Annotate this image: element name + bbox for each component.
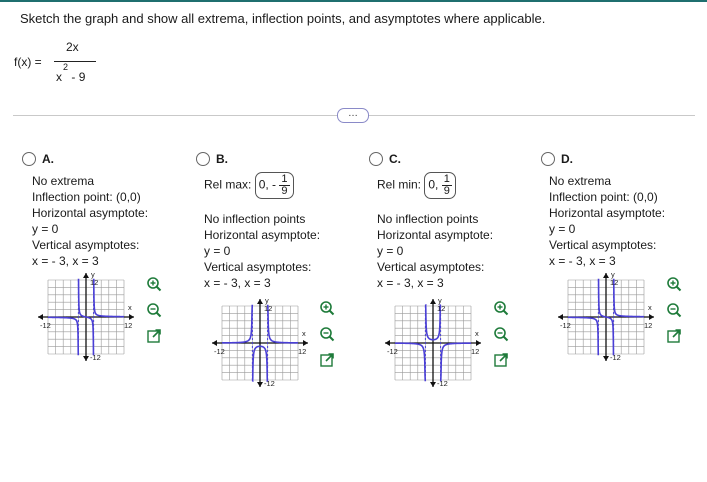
extremum-label: Rel min: (377, 177, 422, 192)
extremum-point (424, 172, 455, 199)
tick-label-bottom: -12 (610, 353, 621, 362)
zoom-out-icon[interactable] (493, 326, 509, 342)
option-line: Inflection point: (0,0) (32, 190, 141, 204)
graph-a[interactable] (36, 272, 136, 362)
option-b-header[interactable] (196, 152, 228, 166)
x-axis-arrow (385, 340, 390, 346)
tick-label-right: 12 (124, 321, 133, 330)
option-line: No inflection points (204, 212, 306, 226)
tick-label-top: 12 (610, 278, 619, 287)
extremum-label: Rel max: (204, 177, 252, 192)
extremum-sign: - (272, 177, 277, 192)
extremum-denominator: 9 (443, 185, 450, 197)
expand-icon[interactable] (493, 352, 509, 368)
graph-d[interactable] (556, 272, 656, 362)
fraction-bar (54, 61, 96, 62)
tick-label-left: -12 (40, 321, 51, 330)
x-axis-label: x (128, 303, 132, 312)
radio-a[interactable] (22, 152, 36, 166)
option-line: Vertical asymptotes: (549, 238, 657, 252)
option-line: Vertical asymptotes: (204, 260, 312, 274)
option-line: y = 0 (32, 222, 59, 236)
option-letter: B. (216, 152, 228, 166)
more-button[interactable]: … (337, 108, 369, 123)
expand-icon[interactable] (319, 352, 335, 368)
tick-label-right: 12 (644, 321, 653, 330)
extremum-numerator: 1 (281, 173, 288, 185)
zoom-in-icon[interactable] (319, 300, 335, 316)
option-line: No extrema (549, 174, 612, 188)
option-letter: A. (42, 152, 54, 166)
x-axis-arrow (558, 314, 563, 320)
y-axis-label: y (91, 272, 95, 279)
extremum-point (255, 172, 294, 199)
option-line: No inflection points (377, 212, 479, 226)
expand-icon[interactable] (146, 328, 162, 344)
x-axis-label: x (648, 303, 652, 312)
function-denominator (56, 62, 86, 84)
tick-label-top: 12 (437, 304, 446, 313)
x-axis-arrow (303, 340, 308, 346)
x-axis-label: x (475, 329, 479, 338)
option-line: x = - 3, x = 3 (377, 276, 444, 290)
y-axis-label: y (265, 298, 269, 305)
y-axis-arrow (430, 299, 436, 304)
option-line: Horizontal asymptote: (204, 228, 321, 242)
option-line: Vertical asymptotes: (377, 260, 485, 274)
radio-c[interactable] (369, 152, 383, 166)
option-d-header[interactable] (541, 152, 573, 166)
tick-label-top: 12 (90, 278, 99, 287)
option-line: Vertical asymptotes: (32, 238, 140, 252)
option-line: y = 0 (377, 244, 404, 258)
tick-label-left: -12 (214, 347, 225, 356)
den-exponent: 2 (63, 62, 69, 72)
option-line: Horizontal asymptote: (377, 228, 494, 242)
tick-label-left: -12 (387, 347, 398, 356)
x-axis-label: x (302, 329, 306, 338)
extremum-fraction (442, 174, 452, 197)
question-text: Sketch the graph and show all extrema, inflection points, and asymptotes where applicable. (20, 11, 546, 26)
option-line: x = - 3, x = 3 (32, 254, 99, 268)
function-label: f(x) = (14, 55, 42, 69)
graph-a-tools (146, 276, 164, 354)
tick-label-bottom: -12 (90, 353, 101, 362)
option-line: Horizontal asymptote: (32, 206, 149, 220)
zoom-in-icon[interactable] (493, 300, 509, 316)
y-axis-arrow (603, 273, 609, 278)
option-line: y = 0 (204, 244, 231, 258)
extremum-line (204, 172, 294, 199)
graph-c[interactable] (383, 298, 483, 388)
radio-b[interactable] (196, 152, 210, 166)
graph-c-tools (493, 300, 511, 378)
tick-label-right: 12 (471, 347, 480, 356)
y-axis-arrow (257, 299, 263, 304)
expand-icon[interactable] (666, 328, 682, 344)
radio-d[interactable] (541, 152, 555, 166)
y-axis-label: y (438, 298, 442, 305)
y-axis-arrow (603, 356, 609, 361)
zoom-in-icon[interactable] (146, 276, 162, 292)
y-axis-label: y (611, 272, 615, 279)
option-letter: D. (561, 152, 573, 166)
tick-label-right: 12 (298, 347, 307, 356)
header-accent-line (0, 0, 707, 2)
graph-d-tools (666, 276, 684, 354)
extremum-x: 0, (428, 177, 439, 192)
y-axis-arrow (430, 382, 436, 387)
zoom-out-icon[interactable] (666, 302, 682, 318)
extremum-fraction (279, 174, 289, 197)
extremum-denominator: 9 (281, 185, 288, 197)
function-numerator: 2x (66, 40, 79, 54)
option-c-header[interactable] (369, 152, 401, 166)
y-axis-arrow (83, 273, 89, 278)
graph-b[interactable] (210, 298, 310, 388)
den-base: x (56, 70, 62, 84)
option-line: No extrema (32, 174, 95, 188)
zoom-in-icon[interactable] (666, 276, 682, 292)
option-line: x = - 3, x = 3 (549, 254, 616, 268)
x-axis-arrow (649, 314, 654, 320)
option-line: Horizontal asymptote: (549, 206, 666, 220)
option-line: Inflection point: (0,0) (549, 190, 658, 204)
den-rest: - 9 (71, 70, 86, 84)
option-line: x = - 3, x = 3 (204, 276, 271, 290)
option-line: y = 0 (549, 222, 576, 236)
tick-label-bottom: -12 (264, 379, 275, 388)
graph-b-tools (319, 300, 337, 378)
x-axis-arrow (212, 340, 217, 346)
zoom-out-icon[interactable] (319, 326, 335, 342)
x-axis-arrow (129, 314, 134, 320)
option-a-header[interactable] (22, 152, 54, 166)
y-axis-arrow (257, 382, 263, 387)
extremum-numerator: 1 (443, 173, 450, 185)
extremum-line (377, 172, 456, 199)
zoom-out-icon[interactable] (146, 302, 162, 318)
option-letter: C. (389, 152, 401, 166)
tick-label-top: 12 (264, 304, 273, 313)
tick-label-left: -12 (560, 321, 571, 330)
y-axis-arrow (83, 356, 89, 361)
x-axis-arrow (38, 314, 43, 320)
x-axis-arrow (476, 340, 481, 346)
tick-label-bottom: -12 (437, 379, 448, 388)
extremum-x: 0, (258, 177, 269, 192)
